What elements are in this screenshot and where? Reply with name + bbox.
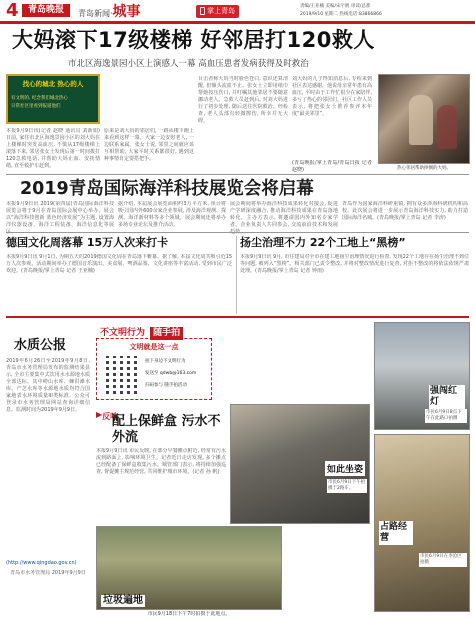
expo-headline: 2019青岛国际海洋科技展览会将启幕 — [20, 179, 314, 199]
page-number: 4 — [6, 0, 19, 21]
lead-headline: 大妈滚下17级楼梯 好邻居打120救人 — [12, 28, 375, 52]
red-light-note: 市民6月9日8点下午在此路口拍摄 — [425, 409, 467, 423]
dust-headline: 扬尘治理不力 22个工地上“黑榜” — [240, 236, 406, 249]
water-report-link: (http://www.qingdao.gov.cn) — [6, 560, 77, 566]
editor-line: 责编/王亚楠 美编/宋宇鸥 审读/总那 — [300, 4, 371, 9]
banner-title: 找心的城北 热心的人 — [22, 80, 84, 88]
water-report-title: 水质公报 — [14, 338, 67, 353]
phone-icon — [200, 7, 205, 15]
lead-body-col4: 刘大妈的儿子得知消息后, 专程来到社区表达感谢。他说母亲常年患有高血压, 平时由于工作忙很少在家陪伴, 多亏了热心的邻居们。社区工作人员表示, 将把张女士推荐参评本年度“最美邻里”。 — [292, 76, 372, 117]
column-tag — [100, 320, 183, 338]
dust-body: 本报9月9日讯 9月, 市住建局对全市在建工地扬尘治理情况进行检查, 发现22个工地存在扬尘治理不到位等问题, 被列入“黑榜”。相关部门已责令整改, 并将对整改情况进行复查, 对拒不整改的将依法依规严肃处理。(青岛晚报/掌上青岛 记者 钟雨) — [240, 254, 469, 274]
garbage-caption: 垃圾遍地 — [103, 595, 143, 606]
expo-body-col2: 据介绍, 本届展会展览面积约3万平方米, 预计将吸引国内外600余家企业参展, 涉及海洋观测、探测、海洋新材料等多个领域。展会期间还将举办多场专业论坛及推介活动。 — [118, 201, 226, 228]
bus-seat-title: 如此坐姿 — [325, 461, 365, 476]
expo-body-col3: 展会期间将举办海洋科技成果转化对接会, 促进产学研深度融合, 推动海洋科技成果在青岛落地转化。主办方表示, 将邀请国内外知名专家学者、企业负责人共同参会, 交流前沿技术和发展 — [230, 201, 338, 228]
arrow-right-icon: ▶ — [96, 410, 103, 419]
column-title: 随手拍 — [150, 327, 183, 340]
column-label: 不文明行为 — [100, 328, 146, 338]
lead-body-col2: 原来是刘大妈的邻居们, 一路从楼下跑上来看到这样一幕。大家一边安慰老人, 一边联系家属。张女士说, 邻里之间就应该互相帮助, 大家平时关系都很好, 遇到这种事情肯定要搭把手。 — [104, 128, 194, 162]
header-rule — [0, 21, 475, 24]
lead-body-col1: 本报9月9日讯(记者 赵晓 通讯员 刘新娟)日前, 家住市北区海逸景园小区的刘大妈在上楼梯时突发高血压, 不慎从17级楼梯上滚落下来, 邻居张女士发现后第一时间拨打120急救电话, 并帮助大妈止血、安抚情绪, 直至救护车赶到。 — [6, 128, 100, 169]
red-light-photo — [374, 322, 470, 430]
banner-line-1: 有文明的, 纪念我们城北热心 — [11, 96, 68, 101]
community-banner — [6, 74, 100, 124]
water-report-body: 2019年6月26日至2019年9月8日, 青岛市水务管理局发布的监测结果显示, 全市主要集中式饮用水水源地水质全部达标。其中崂山水库、棘洪滩水库、产芝水库等水源地水质均符合国家地表水环境质量III类标准。公众可登录市水务管理局网站查询详细信息。监测时间为2019年9月9日。 — [6, 358, 90, 413]
section-rule-3 — [6, 316, 469, 318]
qr-code[interactable] — [102, 356, 140, 394]
garbage-note: 市民9月18日下午7时拍摄于此地点。 — [147, 611, 231, 617]
qr-line-3: 扫码参与 随手拍活动 — [145, 383, 187, 388]
qr-line-2: 发送至 qdwb@163.com — [145, 371, 197, 376]
section-rule-2 — [6, 232, 469, 233]
brand-text: 青岛晚报 — [27, 5, 64, 15]
expo-body-col4: 青岛作为国家海洋科研重镇, 拥有众多涉海科研机构和高校。此次展会将进一步展示青岛海洋科技实力, 助力打造国际海洋名城。(青岛晚报/掌上青岛 记者 李涛) — [342, 201, 468, 221]
section-rule-1 — [6, 174, 469, 175]
section-name: 城事 — [112, 4, 141, 20]
banner-line-2: 日常社区里看到报道他们 — [11, 104, 61, 109]
qr-line-1: 拍下身边不文明行为 — [145, 359, 186, 364]
garbage-photo — [96, 526, 282, 610]
water-report-byline: 青岛市水务管理局 2019年9月9日 — [10, 570, 86, 576]
page-header — [0, 0, 475, 22]
reaction-body: 本报9月9日讯 市民反映, 在部分早餐摊点附近, 经常有污水流到路面上, 影响环境卫生。记者近日走访发现, 多个摊点已经配备了保鲜盒收集污水。城管部门表示, 将持续加强巡查, 督促摊主规范经营, 共同维护城市环境。(记者 孙 帆) — [96, 448, 226, 475]
qr-caption: 文明就是这一点 — [129, 343, 179, 351]
reaction-headline: 配上保鲜盒 污水不外流 — [112, 414, 221, 445]
photo-figure — [409, 95, 433, 145]
bus-seat-photo — [230, 404, 370, 524]
expo-body-col1: 本报9月9日讯 2019(第四届)青岛国际海洋科技展览会将于9月在青岛国际会展中心举办。展会以“海洋科技创新 蓝色经济发展”为主题, 设置海洋仪器设备、海洋工程装备、海洋信息化等展 — [6, 201, 114, 228]
brand-logo — [22, 4, 70, 17]
photo-figure-2 — [437, 105, 457, 149]
section-prefix: 青岛新闻· — [78, 9, 113, 18]
red-light-title: 强闯红灯 — [429, 385, 465, 409]
lead-byline: (青岛晚报/掌上青岛/青岛日报 记者 赵晓) — [292, 160, 372, 172]
german-headline: 德国文化周落幕 15万人次来打卡 — [6, 236, 169, 249]
lead-photo — [378, 74, 470, 164]
reaction-title: 反响 — [102, 412, 119, 421]
lead-subhead: 市北区海逸景园小区上演感人一幕 高血压患者发病获得及时救治 — [68, 59, 309, 69]
lead-photo-caption: 热心邻居帮助摔倒的大妈。 — [397, 166, 451, 171]
app-badge — [196, 5, 239, 18]
street-stall-title: 占路经营 — [379, 521, 413, 545]
qr-box — [96, 338, 212, 400]
date-line: 2019/9/10 星期二 热线电话:83866866 — [300, 12, 382, 17]
german-body: 本报9月9日讯 9月1日, 为期五天的2019德国文化周在青岛落下帷幕。据了解, 本届文化周共吸引近15万人次参观。活动期间举办了德国音乐演出、美食展、啤酒品鉴、文化讲座等丰富活动, 受到市民广泛欢迎。(青岛晚报/掌上青岛 记者 王亚楠) — [6, 254, 232, 274]
app-name: 掌上青岛 — [207, 7, 235, 15]
lead-body-col3: 目击者称大妈当时脸色苍白, 意识还算清醒, 但额头流血不止。张女士立即用纸巾帮她按压伤口, 并叮嘱其他邻居不要随意挪动老人。急救人员赶到后, 对刘大妈进行了初步处理, 随后送往医院救治。经检查, 老人头部有轻微擦伤, 所幸并无大碍。 — [198, 76, 288, 124]
street-stall-note: 市民6月9日在李沧区拍摄 — [419, 553, 467, 567]
bus-seat-note: 市民6月9日下午拍摄于2路车。 — [328, 480, 366, 491]
section-title — [78, 3, 141, 22]
street-stall-photo — [374, 434, 470, 612]
column-divider — [236, 236, 237, 314]
